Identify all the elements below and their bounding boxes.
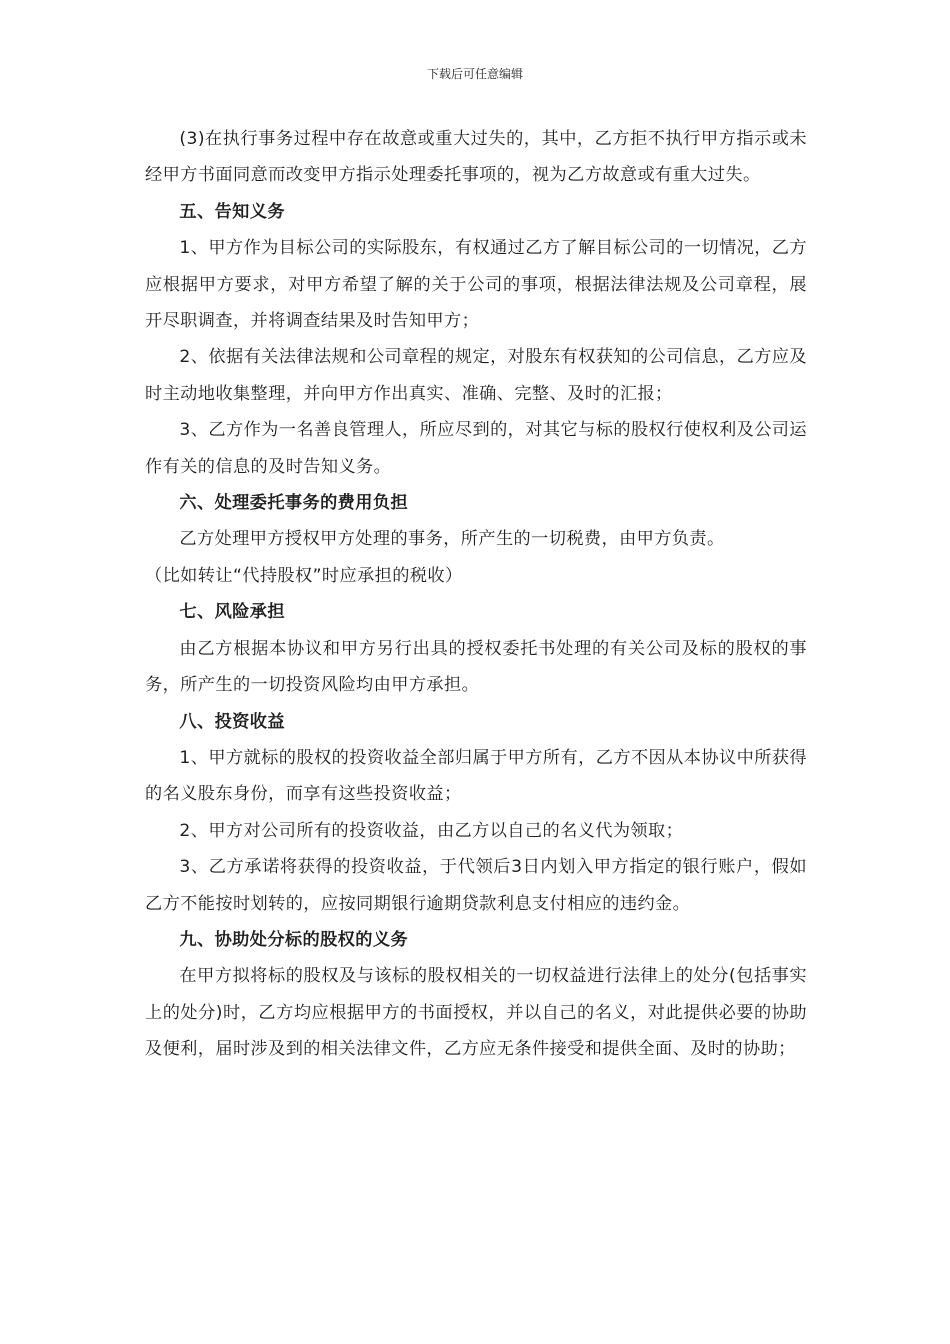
section-heading: 九、协助处分标的股权的义务 <box>179 929 409 950</box>
paragraph: 在甲方拟将标的股权及与该标的股权相关的一切权益进行法律上的处分(包括事实上的处分)时，乙方均应根据甲方的书面授权，并以自己的名义，对此提供必要的协助及便利，届时涉及到的相关法律文件，乙方应无条件接受和提供全面、及时的协助； <box>145 966 807 1060</box>
page-header: 下载后可任意编辑 <box>426 67 523 81</box>
section-heading: 七、风险承担 <box>179 602 285 623</box>
paragraph: 1、甲方就标的股权的投资收益全部归属于甲方所有，乙方不因从本协议中所获得的名义股东身份，而享有这些投资收益； <box>145 747 807 805</box>
paragraph: (3)在执行事务过程中存在故意或重大过失的，其中，乙方拒不执行甲方指示或未经甲方书面同意而改变甲方指示处理委托事项的，视为乙方故意或有重大过失。 <box>145 129 807 186</box>
paragraph: 2、依据有关法律法规和公司章程的规定，对股东有权获知的公司信息，乙方应及时主动地收集整理，并向甲方作出真实、准确、完整、及时的汇报； <box>145 347 807 404</box>
paragraph: 2、甲方对公司所有的投资收益，由乙方以自己的名义代为领取； <box>179 820 684 841</box>
paragraph-note: （比如转让“代持股权”时应承担的税收） <box>145 565 463 586</box>
paragraph: 1、甲方作为目标公司的实际股东，有权通过乙方了解目标公司的一切情况，乙方应根据甲方要求，对甲方希望了解的关于公司的事项，根据法律法规及公司章程，展开尽职调查，并将调查结果及时告知甲方； <box>145 238 807 332</box>
paragraph: 3、乙方承诺将获得的投资收益，于代领后3日内划入甲方指定的银行账户，假如乙方不能按时划转的，应按同期银行逾期贷款利息支付相应的违约金。 <box>145 857 807 914</box>
section-heading: 八、投资收益 <box>179 711 285 732</box>
paragraph: 3、乙方作为一名善良管理人，所应尽到的，对其它与标的股权行使权利及公司运作有关的信息的及时告知义务。 <box>145 420 807 477</box>
section-heading: 五、告知义务 <box>179 201 285 222</box>
paragraph: 乙方处理甲方授权甲方处理的事务，所产生的一切税费，由甲方负责。 <box>179 529 725 550</box>
section-heading: 六、处理委托事务的费用负担 <box>179 493 409 514</box>
paragraph: 由乙方根据本协议和甲方另行出具的授权委托书处理的有关公司及标的股权的事务，所产生的一切投资风险均由甲方承担。 <box>145 638 807 696</box>
document-body <box>145 121 807 1068</box>
